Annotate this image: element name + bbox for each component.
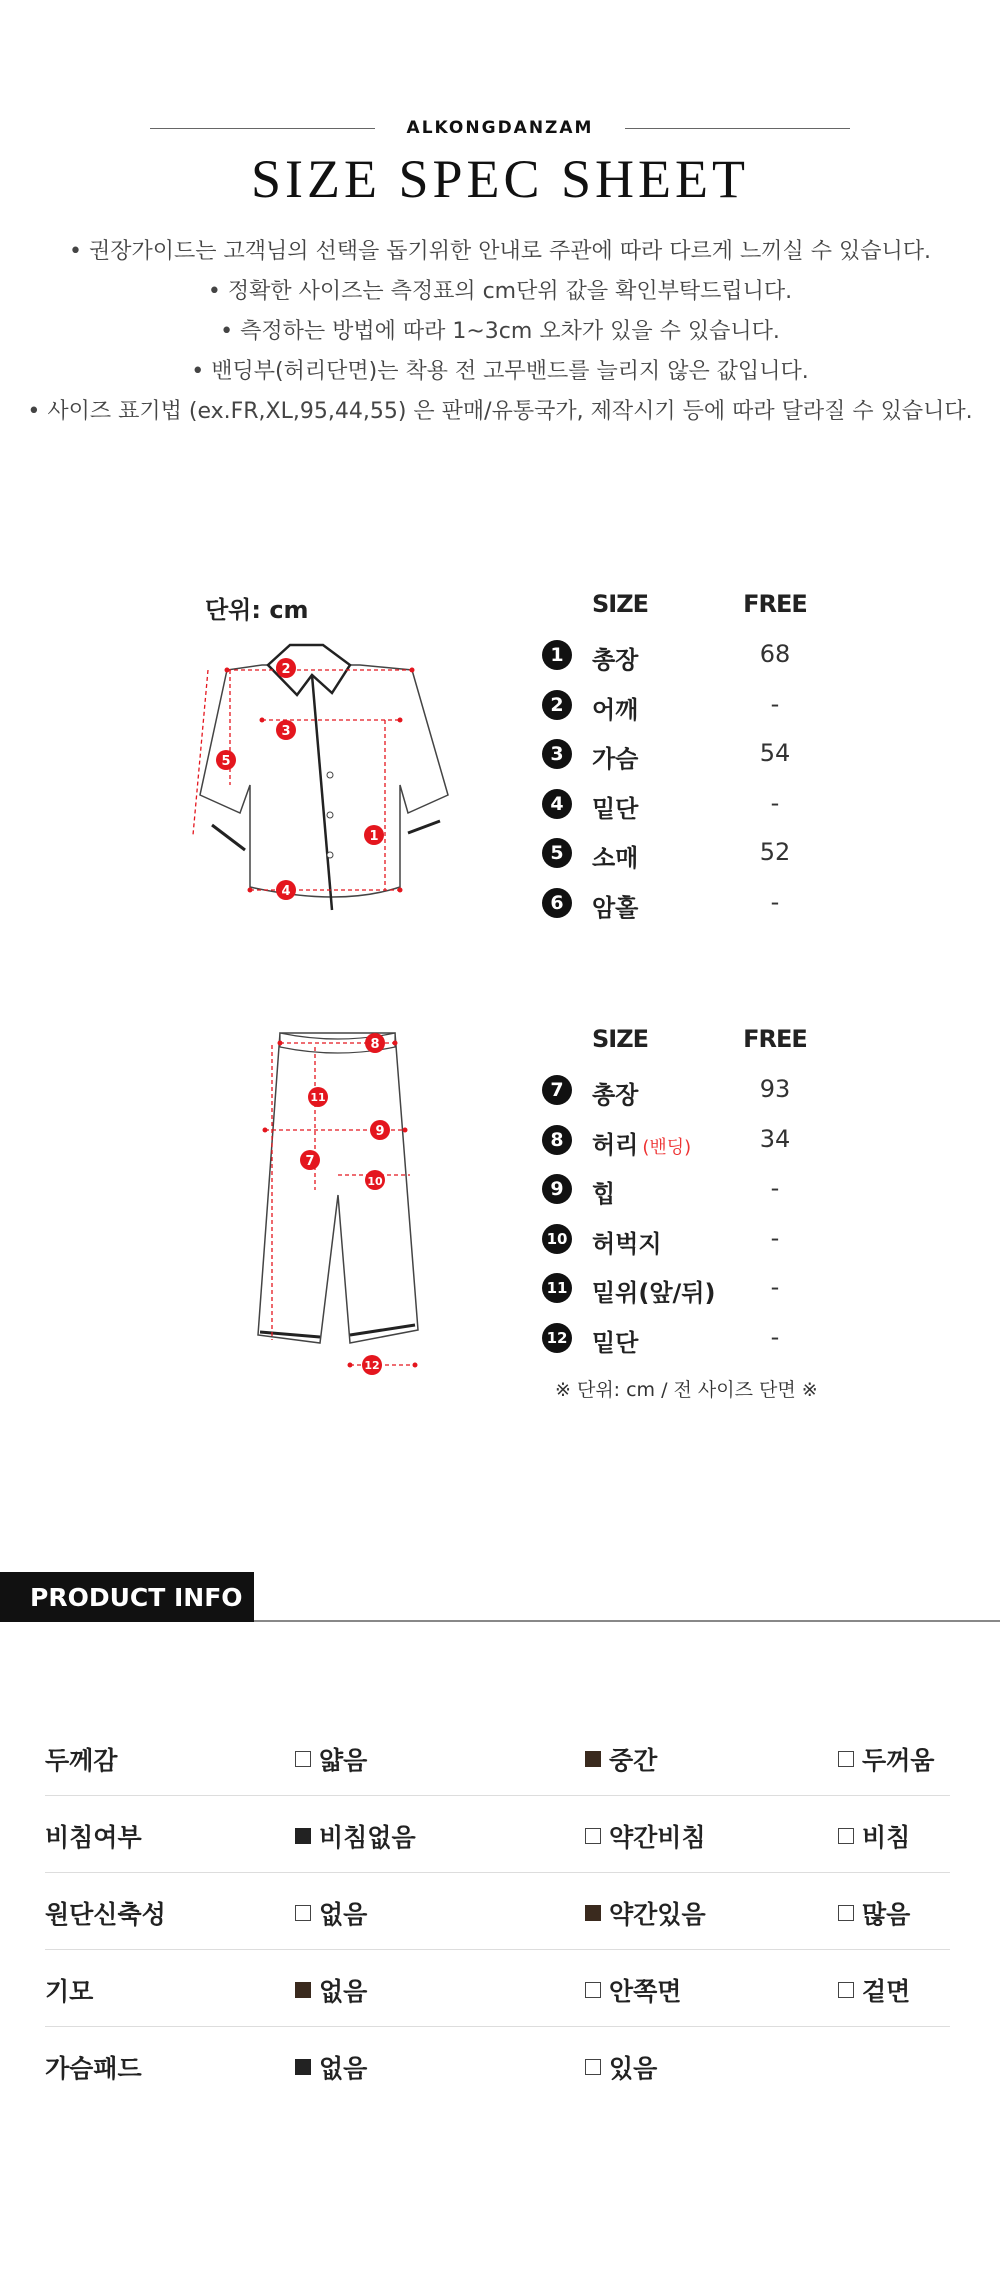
page-title: SIZE SPEC SHEET xyxy=(250,149,750,209)
size-row xyxy=(540,634,840,684)
row-number-badge: 1 xyxy=(542,640,572,670)
brand-logo: ALKONGDANZAM xyxy=(406,118,594,138)
brand-row xyxy=(150,118,850,138)
option-text: 없음 xyxy=(319,1900,368,1929)
product-info-tab: PRODUCT INFO xyxy=(0,1572,254,1622)
size-row xyxy=(540,783,840,833)
measure-value: - xyxy=(770,887,780,916)
option-text: 두꺼움 xyxy=(862,1746,935,1775)
marker-4: 4 xyxy=(281,884,291,899)
checkbox-checked-icon xyxy=(295,1982,311,1998)
size-row xyxy=(540,1168,840,1218)
free-column-header: FREE xyxy=(743,1025,807,1053)
option-text: 약간비침 xyxy=(609,1823,706,1852)
size-notes xyxy=(0,232,1000,432)
info-row-thickness xyxy=(45,1719,950,1796)
checkbox-icon xyxy=(585,1982,601,1998)
info-label: 원단신축성 xyxy=(45,1900,166,1929)
marker-9: 9 xyxy=(375,1124,385,1139)
checkbox-icon xyxy=(838,1828,854,1844)
option-thick xyxy=(838,1741,934,1777)
info-label: 기모 xyxy=(45,1977,94,2006)
info-row-seethrough xyxy=(45,1796,950,1873)
shirt-diagram xyxy=(190,625,480,915)
measure-value: 68 xyxy=(759,640,791,668)
marker-11: 11 xyxy=(310,1091,326,1104)
measure-name: 밑단 xyxy=(592,794,639,823)
measure-name xyxy=(592,1174,615,1209)
option-text: 중간 xyxy=(609,1746,658,1775)
info-label: 비침여부 xyxy=(45,1823,142,1852)
measure-name-text: 힙 xyxy=(592,1180,616,1209)
checkbox-checked-icon xyxy=(585,1905,601,1921)
checkbox-icon xyxy=(838,1751,854,1767)
option-text: 약간있음 xyxy=(609,1900,706,1929)
checkbox-icon xyxy=(838,1982,854,1998)
measure-name: 가슴 xyxy=(592,745,639,774)
measure-value: - xyxy=(770,1322,780,1351)
option-none xyxy=(295,1895,367,1931)
option-slight xyxy=(585,1818,706,1854)
measure-name xyxy=(592,1224,662,1259)
measure-value: - xyxy=(770,1174,780,1203)
measure-value: 54 xyxy=(759,739,791,768)
row-number-badge: 10 xyxy=(542,1224,572,1254)
marker-5: 5 xyxy=(221,754,231,769)
row-number-badge: 12 xyxy=(542,1323,572,1353)
row-number-badge: 2 xyxy=(542,690,572,720)
measure-value: - xyxy=(770,788,780,817)
option-thin xyxy=(295,1741,367,1777)
row-number-badge: 7 xyxy=(542,1075,572,1105)
info-row-brushed xyxy=(45,1950,950,2027)
measure-name xyxy=(592,1273,715,1308)
size-table-header xyxy=(540,1023,840,1069)
size-table-header xyxy=(540,588,840,634)
measure-value: 93 xyxy=(759,1075,791,1103)
size-row xyxy=(540,1267,840,1317)
option-text: 안쪽면 xyxy=(609,1977,682,2006)
size-row xyxy=(540,1218,840,1268)
measure-value: - xyxy=(770,1273,780,1302)
measure-name-text: 밑단 xyxy=(592,1328,639,1357)
note-line: • 측정하는 방법에 따라 1~3cm 오차가 있을 수 있습니다. xyxy=(220,319,780,344)
checkbox-icon xyxy=(585,2059,601,2075)
measure-name-text: 총장 xyxy=(592,1081,639,1109)
measure-value: - xyxy=(770,689,780,718)
note-line: • 권장가이드는 고객님의 선택을 돕기위한 안내로 주관에 따라 다르게 느끼실 수 있습니다. xyxy=(69,239,931,264)
option-none xyxy=(295,2049,367,2085)
marker-12: 12 xyxy=(364,1359,380,1372)
note-line: • 사이즈 표기법 (ex.FR,XL,95,44,55) 은 판매/유통국가, 제작시기 등에 따라 달라질 수 있습니다. xyxy=(27,399,973,424)
size-row xyxy=(540,1317,840,1367)
size-row xyxy=(540,832,840,882)
measure-subnote: (밴딩) xyxy=(642,1136,692,1158)
size-column-header: SIZE xyxy=(592,590,649,618)
option-text: 없음 xyxy=(319,2054,368,2083)
measure-name: 어깨 xyxy=(592,695,639,724)
option-text: 없음 xyxy=(319,1977,368,2006)
option-none xyxy=(295,1972,367,2008)
option-yes xyxy=(585,2049,657,2085)
row-number-badge: 4 xyxy=(542,789,572,819)
info-row-chestpad xyxy=(45,2027,950,2103)
unit-footnote: ※ 단위: cm / 전 사이즈 단면 ※ xyxy=(555,1379,818,1401)
size-row xyxy=(540,1119,840,1169)
row-number-badge: 6 xyxy=(542,888,572,918)
checkbox-icon xyxy=(295,1751,311,1767)
measure-value: 34 xyxy=(759,1124,791,1153)
option-none xyxy=(295,1818,416,1854)
row-number-badge: 3 xyxy=(542,739,572,769)
checkbox-checked-icon xyxy=(585,1751,601,1767)
top-size-table xyxy=(540,588,840,932)
option-yes xyxy=(838,1818,910,1854)
checkbox-checked-icon xyxy=(295,1828,311,1844)
info-label: 두께감 xyxy=(45,1746,118,1775)
measure-value: - xyxy=(770,1223,780,1252)
option-text: 있음 xyxy=(609,2054,658,2083)
size-row xyxy=(540,684,840,734)
option-medium xyxy=(585,1741,657,1777)
marker-3: 3 xyxy=(281,724,291,739)
checkbox-icon xyxy=(585,1828,601,1844)
info-row-stretch xyxy=(45,1873,950,1950)
measure-name-text: 밑위(앞/뒤) xyxy=(592,1279,716,1308)
measure-name xyxy=(592,1323,638,1358)
measure-name-text: 허리 xyxy=(592,1130,639,1159)
marker-1: 1 xyxy=(369,829,379,844)
size-row xyxy=(540,882,840,932)
free-column-header: FREE xyxy=(743,590,807,618)
bottom-size-table xyxy=(540,1023,840,1367)
marker-7: 7 xyxy=(305,1154,315,1169)
marker-2: 2 xyxy=(281,662,291,677)
option-text: 많음 xyxy=(862,1900,911,1929)
option-text: 비침없음 xyxy=(319,1823,416,1852)
option-much xyxy=(838,1895,910,1931)
option-text: 비침 xyxy=(862,1823,911,1852)
product-info-divider xyxy=(254,1620,1000,1622)
checkbox-checked-icon xyxy=(295,2059,311,2075)
option-outside xyxy=(838,1972,910,2008)
note-line: • 정확한 사이즈는 측정표의 cm단위 값을 확인부탁드립니다. xyxy=(207,279,793,304)
size-column-header: SIZE xyxy=(592,1025,649,1053)
row-number-badge: 5 xyxy=(542,838,572,868)
measure-name: 총장 xyxy=(592,646,639,674)
option-inside xyxy=(585,1972,681,2008)
note-line: • 밴딩부(허리단면)는 착용 전 고무밴드를 늘리지 않은 값입니다. xyxy=(191,359,809,384)
product-info-table xyxy=(45,1719,950,2103)
option-slight xyxy=(585,1895,706,1931)
info-label: 가슴패드 xyxy=(45,2054,142,2083)
marker-10: 10 xyxy=(367,1175,383,1188)
option-text: 겉면 xyxy=(862,1977,911,2006)
marker-8: 8 xyxy=(370,1037,380,1052)
row-number-badge: 8 xyxy=(542,1125,572,1155)
measure-name xyxy=(592,1075,638,1110)
measure-name: 소매 xyxy=(592,844,639,873)
checkbox-icon xyxy=(838,1905,854,1921)
row-number-badge: 11 xyxy=(542,1273,572,1303)
checkbox-icon xyxy=(295,1905,311,1921)
measure-name: 암홀 xyxy=(592,893,639,922)
measure-value: 52 xyxy=(759,838,791,867)
size-row xyxy=(540,733,840,783)
measure-name xyxy=(592,1125,691,1160)
brand-divider-right xyxy=(625,128,850,129)
unit-label: 단위: cm xyxy=(205,596,309,624)
pants-diagram xyxy=(240,1025,440,1380)
row-number-badge: 9 xyxy=(542,1174,572,1204)
option-text: 얇음 xyxy=(319,1746,368,1775)
measure-name-text: 허벅지 xyxy=(592,1229,662,1258)
size-row xyxy=(540,1069,840,1119)
